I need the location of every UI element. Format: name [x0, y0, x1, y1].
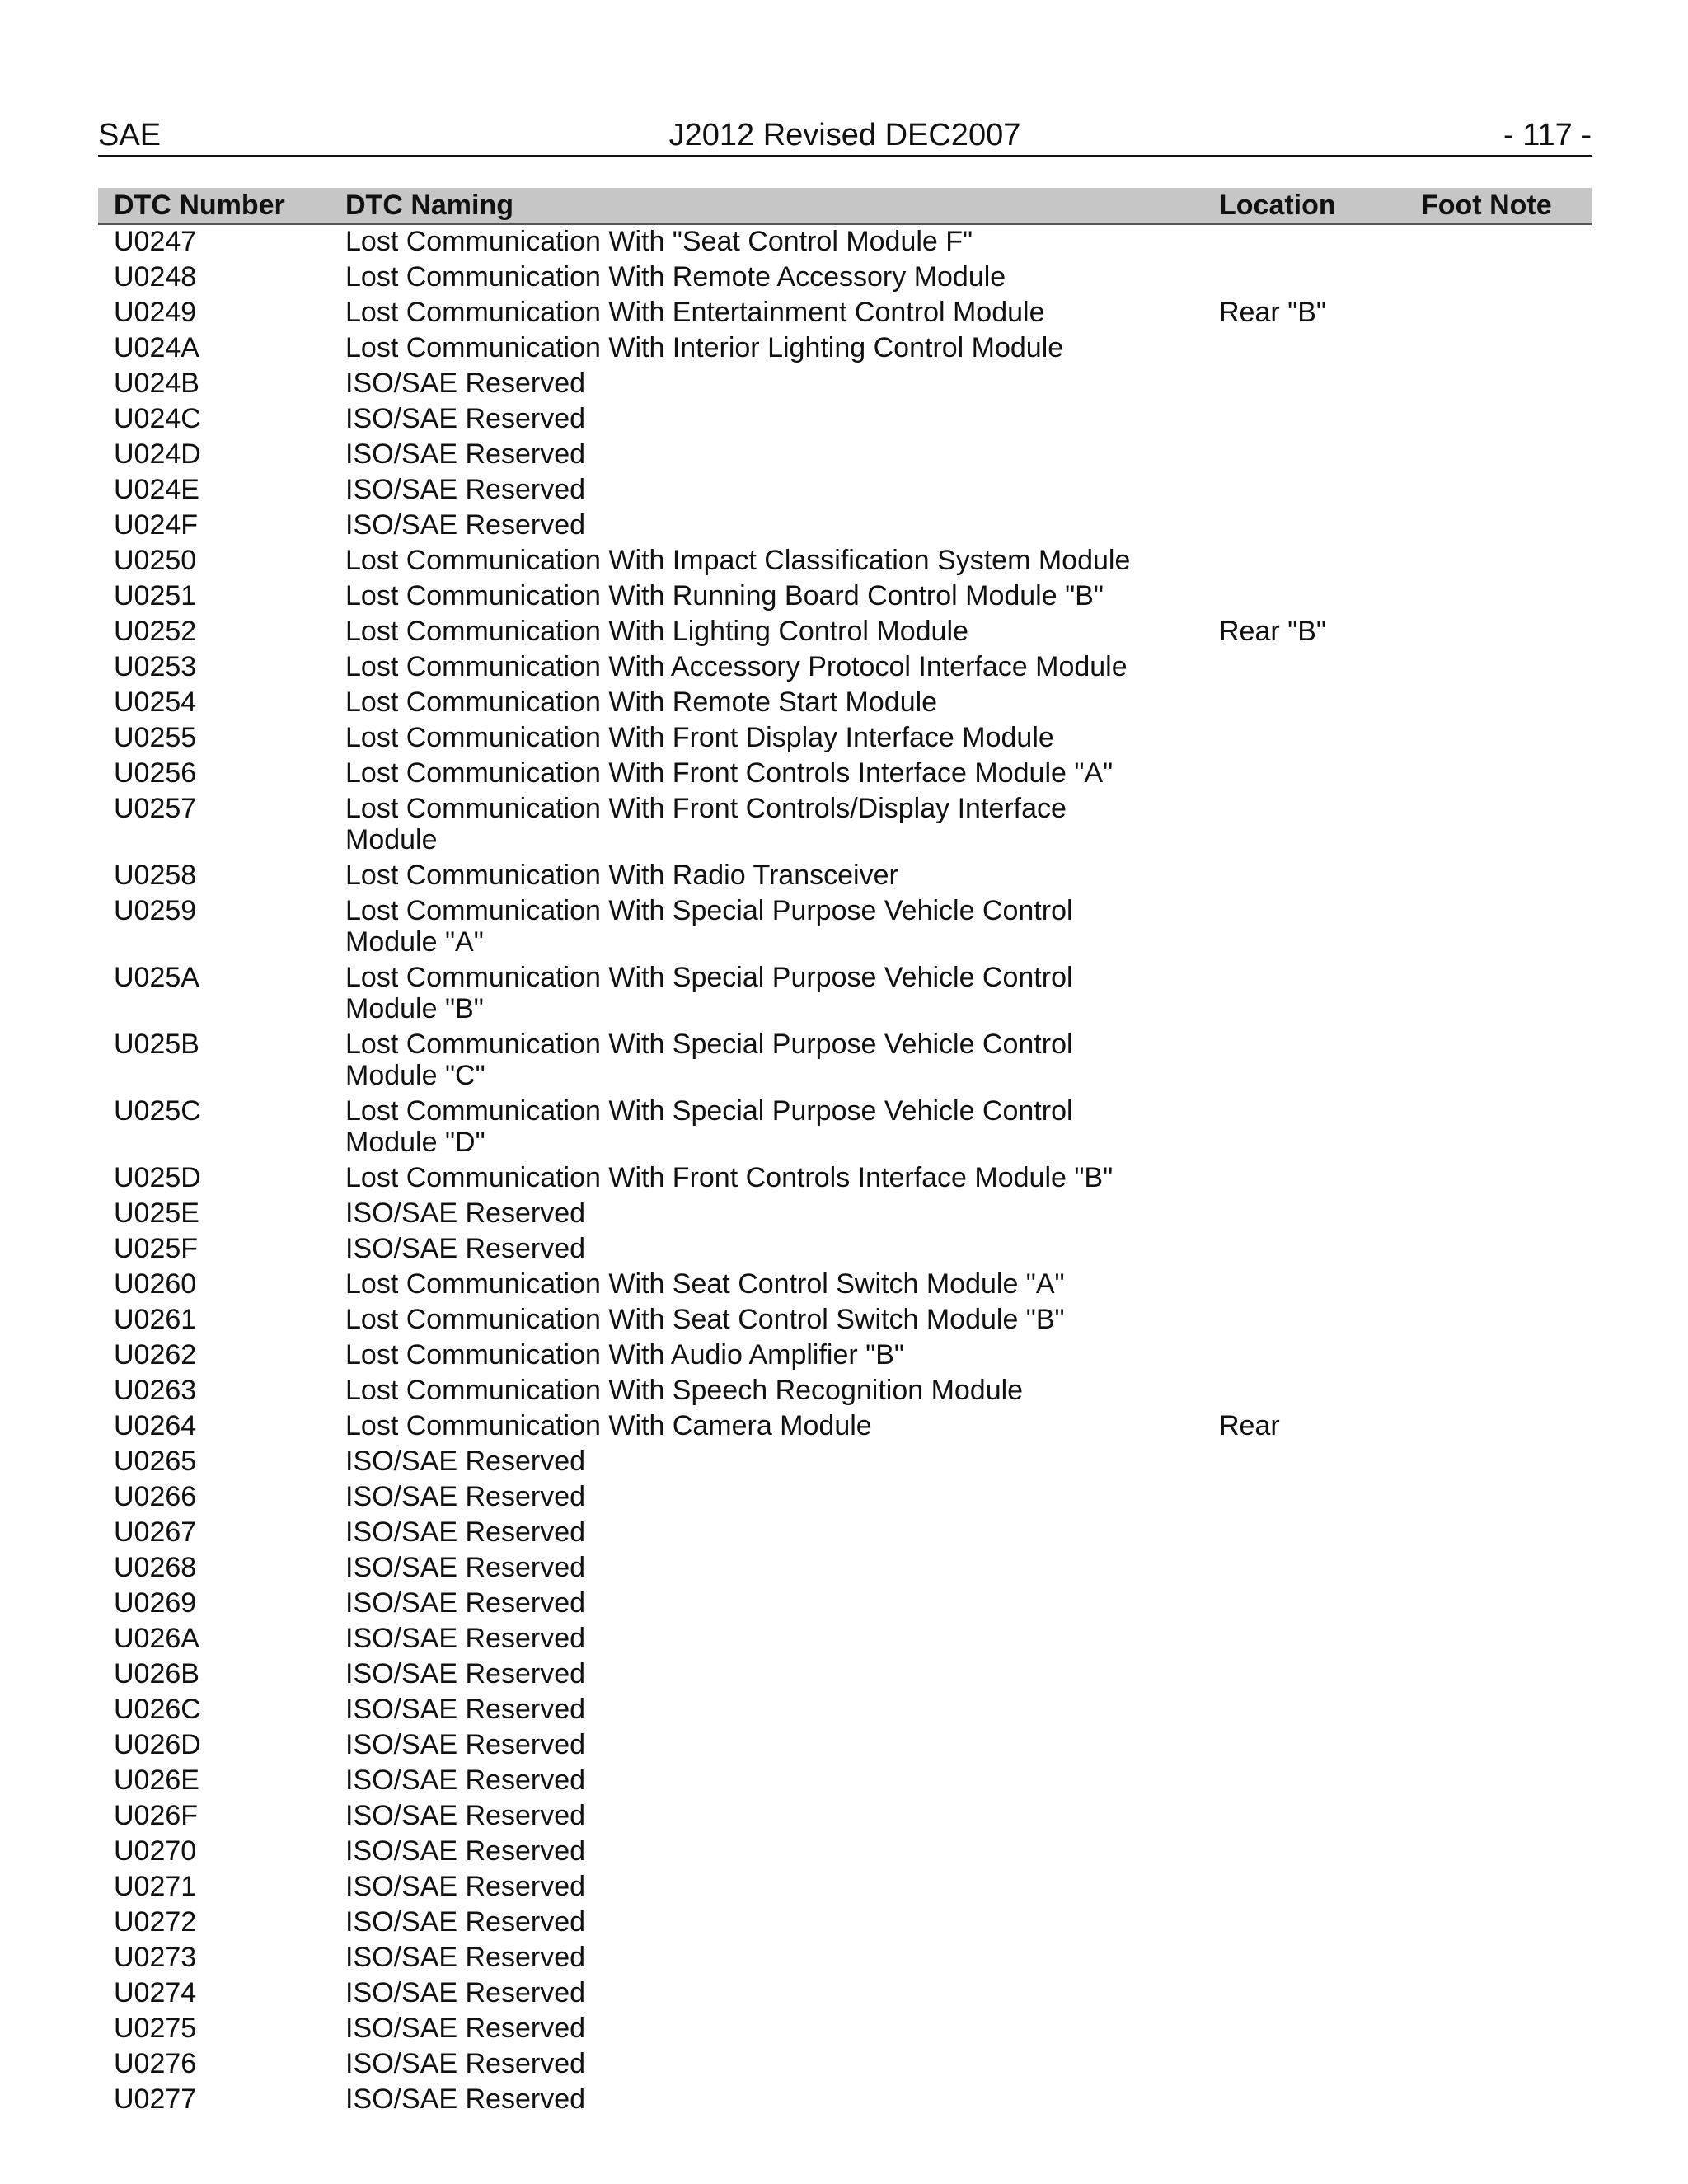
dtc-number: U0267: [114, 1516, 197, 1548]
dtc-naming: Lost Communication With Special Purpose Vehicle Control Module "D": [345, 1095, 1073, 1158]
table-row: [98, 401, 1592, 437]
dtc-number: U024B: [114, 368, 199, 399]
dtc-naming: Lost Communication With Impact Classification System Module: [345, 545, 1131, 576]
dtc-number: U025F: [114, 1233, 199, 1264]
dtc-number: U0274: [114, 1977, 197, 2008]
header-org: SAE: [98, 118, 162, 152]
table-row: [98, 1302, 1592, 1338]
dtc-location: Rear: [1219, 1410, 1280, 1441]
table-row: [98, 1267, 1592, 1302]
dtc-naming: ISO/SAE Reserved: [345, 2013, 586, 2044]
column-header-dtc-naming: DTC Naming: [345, 190, 513, 221]
table-row: [98, 330, 1592, 366]
dtc-naming: Lost Communication With Radio Transceiver: [345, 860, 898, 891]
dtc-naming: ISO/SAE Reserved: [345, 1552, 586, 1583]
dtc-number: U0260: [114, 1268, 197, 1300]
dtc-naming: ISO/SAE Reserved: [345, 1694, 586, 1725]
dtc-number: U026D: [114, 1729, 201, 1760]
table-row: [98, 791, 1592, 858]
dtc-number: U024D: [114, 438, 201, 470]
table-row: [98, 1196, 1592, 1231]
table-row: [98, 437, 1592, 472]
dtc-naming: Lost Communication With Lighting Control Module: [345, 616, 968, 647]
dtc-number: U0275: [114, 2013, 197, 2044]
table-row: [98, 1338, 1592, 1373]
table-row: [98, 1515, 1592, 1550]
dtc-number: U026C: [114, 1694, 201, 1725]
table-row: [98, 1586, 1592, 1621]
dtc-naming: ISO/SAE Reserved: [345, 403, 586, 434]
dtc-number: U0249: [114, 297, 197, 328]
dtc-naming: ISO/SAE Reserved: [345, 368, 586, 399]
column-header-foot-note: Foot Note: [1421, 190, 1552, 221]
table-row: [98, 960, 1592, 1027]
column-header-dtc-number: DTC Number: [114, 190, 285, 221]
table-row: [98, 295, 1592, 330]
dtc-naming: ISO/SAE Reserved: [345, 1446, 586, 1477]
dtc-number: U0277: [114, 2083, 197, 2115]
dtc-number: U0262: [114, 1339, 197, 1371]
table-row: [98, 649, 1592, 685]
table-row: [98, 579, 1592, 614]
dtc-naming: Lost Communication With Entertainment Control Module: [345, 297, 1045, 328]
dtc-naming: Lost Communication With Front Controls/Display Interface Module: [345, 793, 1067, 855]
dtc-number: U0273: [114, 1942, 197, 1973]
dtc-number: U024C: [114, 403, 201, 434]
dtc-number: U0248: [114, 261, 197, 293]
dtc-number: U0272: [114, 1906, 197, 1938]
dtc-naming: ISO/SAE Reserved: [345, 474, 586, 505]
table-row: [98, 1408, 1592, 1444]
dtc-naming: Lost Communication With Audio Amplifier "B": [345, 1339, 904, 1371]
dtc-number: U0265: [114, 1446, 197, 1477]
header-page-number: - 117 -: [1503, 118, 1592, 152]
dtc-naming: Lost Communication With Special Purpose Vehicle Control Module "A": [345, 895, 1073, 958]
dtc-naming: ISO/SAE Reserved: [345, 1587, 586, 1619]
dtc-table-body: [98, 224, 1592, 2117]
dtc-naming: ISO/SAE Reserved: [345, 1729, 586, 1760]
dtc-naming: Lost Communication With Interior Lighting Control Module: [345, 332, 1064, 363]
dtc-naming: Lost Communication With Front Controls Interface Module "A": [345, 757, 1114, 789]
table-row: [98, 1869, 1592, 1905]
dtc-naming: ISO/SAE Reserved: [345, 438, 586, 470]
dtc-number: U026F: [114, 1800, 199, 1831]
table-row: [98, 1692, 1592, 1727]
dtc-naming: Lost Communication With "Seat Control Module F": [345, 226, 973, 257]
dtc-number: U0250: [114, 545, 197, 576]
table-row: [98, 1798, 1592, 1834]
dtc-number: U0261: [114, 1304, 197, 1335]
table-row: [98, 1094, 1592, 1160]
dtc-location: Rear "B": [1219, 297, 1326, 328]
dtc-naming: Lost Communication With Special Purpose Vehicle Control Module "C": [345, 1029, 1073, 1091]
dtc-naming: ISO/SAE Reserved: [345, 1906, 586, 1938]
dtc-number: U0268: [114, 1552, 197, 1583]
table-row: [98, 2046, 1592, 2082]
table-row: [98, 1550, 1592, 1586]
table-row: [98, 858, 1592, 893]
dtc-number: U025E: [114, 1197, 199, 1229]
table-row: [98, 1621, 1592, 1657]
dtc-number: U0266: [114, 1481, 197, 1512]
table-row: [98, 260, 1592, 295]
page-header: [98, 117, 1592, 157]
table-row: [98, 720, 1592, 756]
dtc-naming: Lost Communication With Camera Module: [345, 1410, 872, 1441]
table-row: [98, 1657, 1592, 1692]
table-header: [98, 188, 1592, 225]
dtc-number: U0253: [114, 651, 197, 682]
dtc-naming: Lost Communication With Remote Start Module: [345, 687, 938, 718]
dtc-naming: Lost Communication With Speech Recognition Module: [345, 1375, 1024, 1406]
table-row: [98, 1763, 1592, 1798]
table-row: [98, 893, 1592, 960]
dtc-naming: Lost Communication With Remote Accessory Module: [345, 261, 1006, 293]
table-row: [98, 1479, 1592, 1515]
table-row: [98, 224, 1592, 260]
dtc-naming: ISO/SAE Reserved: [345, 2048, 586, 2079]
dtc-number: U025C: [114, 1095, 201, 1127]
dtc-naming: ISO/SAE Reserved: [345, 2083, 586, 2115]
dtc-naming: ISO/SAE Reserved: [345, 1871, 586, 1902]
dtc-naming: Lost Communication With Front Controls Interface Module "B": [345, 1162, 1114, 1193]
dtc-number: U026B: [114, 1658, 199, 1690]
table-row: [98, 1975, 1592, 2011]
dtc-number: U025B: [114, 1029, 199, 1060]
dtc-naming: ISO/SAE Reserved: [345, 1197, 586, 1229]
dtc-number: U024A: [114, 332, 199, 363]
dtc-naming: ISO/SAE Reserved: [345, 1658, 586, 1690]
dtc-naming: ISO/SAE Reserved: [345, 1977, 586, 2008]
dtc-number: U0271: [114, 1871, 197, 1902]
dtc-naming: ISO/SAE Reserved: [345, 1835, 586, 1867]
dtc-naming: ISO/SAE Reserved: [345, 1623, 586, 1654]
table-row: [98, 1727, 1592, 1763]
dtc-naming: ISO/SAE Reserved: [345, 1233, 586, 1264]
table-row: [98, 614, 1592, 649]
table-row: [98, 756, 1592, 791]
table-row: [98, 1905, 1592, 1940]
column-header-location: Location: [1219, 190, 1336, 221]
dtc-number: U0256: [114, 757, 197, 789]
table-row: [98, 2011, 1592, 2046]
dtc-location: Rear "B": [1219, 616, 1326, 647]
dtc-number: U0264: [114, 1410, 197, 1441]
dtc-naming: ISO/SAE Reserved: [345, 1942, 586, 1973]
dtc-number: U0269: [114, 1587, 197, 1619]
table-row: [98, 543, 1592, 579]
dtc-number: U0276: [114, 2048, 197, 2079]
header-document-title: J2012 Revised DEC2007: [668, 118, 1021, 152]
table-row: [98, 366, 1592, 401]
dtc-number: U024E: [114, 474, 199, 505]
table-row: [98, 508, 1592, 543]
table-row: [98, 472, 1592, 508]
table-row: [98, 2082, 1592, 2117]
table-row: [98, 685, 1592, 720]
dtc-number: U0257: [114, 793, 197, 824]
dtc-number: U024F: [114, 509, 199, 541]
dtc-naming: ISO/SAE Reserved: [345, 1481, 586, 1512]
dtc-naming: Lost Communication With Seat Control Switch Module "B": [345, 1304, 1065, 1335]
dtc-number: U0247: [114, 226, 197, 257]
dtc-number: U0259: [114, 895, 197, 926]
table-row: [98, 1444, 1592, 1479]
dtc-number: U0251: [114, 580, 197, 612]
dtc-naming: Lost Communication With Seat Control Switch Module "A": [345, 1268, 1065, 1300]
dtc-number: U026E: [114, 1765, 199, 1796]
table-row: [98, 1940, 1592, 1975]
dtc-number: U0254: [114, 687, 197, 718]
dtc-number: U0255: [114, 722, 197, 753]
dtc-naming: ISO/SAE Reserved: [345, 1765, 586, 1796]
dtc-naming: ISO/SAE Reserved: [345, 1800, 586, 1831]
table-row: [98, 1834, 1592, 1869]
dtc-naming: Lost Communication With Front Display Interface Module: [345, 722, 1054, 753]
dtc-number: U0263: [114, 1375, 197, 1406]
dtc-naming: ISO/SAE Reserved: [345, 1516, 586, 1548]
dtc-number: U0252: [114, 616, 197, 647]
table-row: [98, 1027, 1592, 1094]
dtc-naming: ISO/SAE Reserved: [345, 509, 586, 541]
dtc-number: U025A: [114, 962, 199, 993]
dtc-naming: Lost Communication With Accessory Protocol Interface Module: [345, 651, 1128, 682]
dtc-number: U0258: [114, 860, 197, 891]
dtc-number: U0270: [114, 1835, 197, 1867]
dtc-number: U026A: [114, 1623, 199, 1654]
table-row: [98, 1231, 1592, 1267]
dtc-number: U025D: [114, 1162, 201, 1193]
table-row: [98, 1373, 1592, 1408]
table-row: [98, 1160, 1592, 1196]
dtc-naming: Lost Communication With Running Board Control Module "B": [345, 580, 1104, 612]
dtc-naming: Lost Communication With Special Purpose Vehicle Control Module "B": [345, 962, 1073, 1024]
